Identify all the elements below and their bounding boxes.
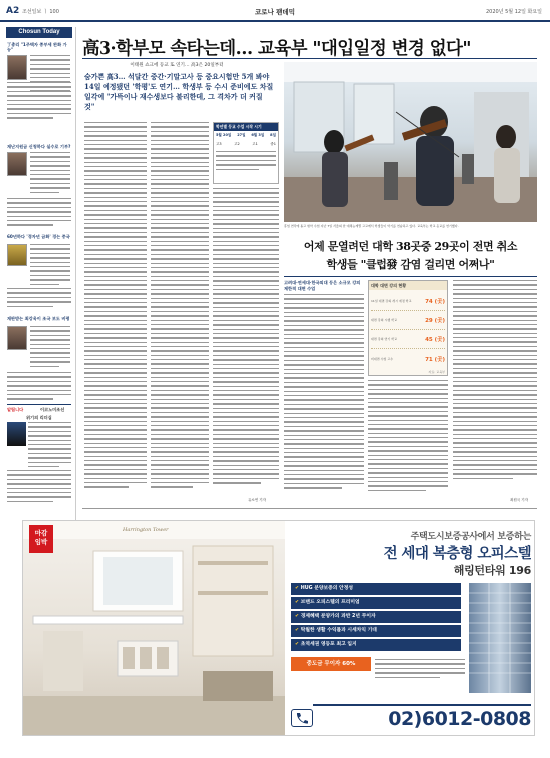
table-cell: 중1: [270, 142, 276, 146]
section-title: 코로나 팬데믹: [255, 8, 295, 16]
article-body: [84, 122, 147, 502]
byline: 유소연 기자: [248, 498, 267, 502]
notice-subtitle: 이코노미조선: [40, 407, 65, 412]
main-headline: 高3·학부모 속타는데… 교육부 "대입일정 변경 없다": [82, 39, 471, 59]
schedule-table: [213, 122, 279, 184]
table-cell: 고3: [216, 142, 222, 146]
portrait-photo: [7, 55, 27, 80]
stats-row: [371, 292, 445, 311]
table-header: 27일: [237, 133, 246, 137]
building-image: [469, 583, 531, 693]
deadline-badge: [29, 525, 53, 553]
magazine-cover: [7, 422, 26, 446]
sidebar-item-body: [30, 326, 70, 372]
ad-deposit: 중도금 무이자 60%: [291, 657, 371, 671]
sidebar-item-body: [7, 82, 71, 122]
table-header: 6월 3일: [251, 133, 265, 137]
sidebar-item-body: [7, 372, 71, 402]
stats-row: [371, 311, 445, 330]
stats-label: 11일 대면 강의 개시 예정 학교: [371, 299, 412, 303]
coin-photo: [7, 244, 27, 266]
table-header: 8일: [270, 133, 276, 137]
sidebar-item-title: 재난지원금 신청하다 실수로 기부?: [7, 144, 71, 149]
ad-feature-list: [291, 583, 461, 653]
portrait-photo: [7, 326, 27, 350]
phone-icon: [291, 709, 313, 727]
article-body: [368, 380, 448, 504]
ad-feature: ✔ HUG 분양보증의 안정성: [291, 583, 461, 595]
sidebar-title: Chosun Today: [6, 27, 72, 38]
stats-value: 29 (곳): [425, 318, 445, 324]
stats-value: 74 (곳): [425, 299, 445, 305]
stats-label: 대면 강의 연기 학교: [371, 337, 398, 341]
violin-class-image: [284, 62, 537, 222]
second-kicker: 고려대·연세대·한국외대 등은 소규모 강의 제한적 대면 수업: [284, 280, 361, 291]
box-source: 자료: 교육부: [428, 370, 445, 374]
publication-name: 조선일보 ㅣ 100: [22, 9, 59, 15]
issue-date: 2020년 5월 12일 화요일: [485, 9, 542, 15]
notice-line: 위기의 리더십: [26, 415, 52, 420]
table-header-row: [214, 131, 278, 140]
ad-info: [375, 659, 465, 689]
stats-label: 대면 강의 시행 학교: [371, 318, 398, 322]
page-header: [0, 0, 550, 22]
box-title: 대학 대면 강의 현황: [369, 281, 447, 290]
article-kicker: 이태원 쇼크에 등교 또 연기… 高3은 20일부터: [130, 63, 224, 68]
ad-name: 해링턴타워 196: [453, 564, 531, 577]
stats-value: 71 (곳): [425, 356, 445, 363]
stats-list: [369, 290, 447, 370]
ad-pre-title: 주택도시보증공사에서 보증하는: [410, 532, 531, 542]
ad-feature: ✔ 초역세권 영등포 최고 입지: [291, 639, 461, 651]
notice-title: 알립니다: [7, 407, 24, 412]
stats-row: [371, 330, 445, 349]
badge-line: 마감: [34, 529, 48, 537]
notice-body: [28, 422, 71, 470]
sidebar-item-title: 재판받는 최강욱이 조국 보도 비평: [7, 316, 70, 321]
table-cell: 고2: [234, 142, 240, 146]
article-body: [284, 294, 364, 504]
ad-title: 전 세대 복층형 오피스텔: [383, 546, 531, 562]
sidebar-item-body: [7, 198, 71, 228]
ad-interior-photo: [23, 521, 285, 735]
ad-feature: ✔ 브랜드 오피스텔의 프리미엄: [291, 597, 461, 609]
ad-phone: 02)6012-0808: [313, 704, 531, 730]
interior-image: [23, 521, 285, 735]
table-notes: [214, 149, 278, 181]
article-body: [213, 188, 279, 502]
sidebar-item-title: 丁총리 "1주택자 종부세 완화 가능": [7, 42, 67, 52]
portrait-photo: [7, 152, 27, 176]
table-cell: 고1: [252, 142, 258, 146]
sidebar-item-body: [7, 288, 71, 310]
stats-row: [371, 349, 445, 368]
ad-feature: ✔ 탁월한 생활 수익률과 시세차익 기대: [291, 625, 461, 637]
stats-value: 45 (곳): [425, 337, 445, 343]
table-row: [214, 140, 278, 149]
byline: 최원국 기자: [510, 498, 529, 502]
sidebar-item-title: 60년하다 '경자년 금화' 경는 중국: [7, 234, 70, 239]
university-stats-box: [368, 280, 448, 376]
notice-body: [7, 470, 71, 504]
advertisement: [22, 520, 535, 736]
photo-caption: 휴업 연락에 돌고 현악 수업 지난 7일 서울의 한 예체능계열 고교에서 학생들이 악기를 연습하고 있다. 교육부는 학교 등교를 연기했다.: [284, 224, 459, 228]
article-body: [151, 122, 209, 502]
sidebar-item-body: [30, 244, 70, 288]
sidebar-item-body: [30, 152, 70, 198]
main-photo: [284, 62, 537, 222]
table-title: 학년별 등교 수업 시작 시기: [214, 123, 278, 131]
ad-feature: ✔ 경제혜택 분양가의 과반 2년 무이자: [291, 611, 461, 623]
stats-label: 비대면 수업 고수: [371, 356, 394, 361]
page-number: A2: [6, 6, 20, 16]
article-body: [453, 280, 537, 504]
second-subhead: 학생들 "클럽發 감염 걸리면 어쩌나": [326, 258, 495, 271]
badge-line: 임박: [34, 538, 48, 546]
article-deck: 숨가쁜 高3… 석달간 중간·기말고사 등 중요시험만 5개 봐야 14일 예정됐던 '학평'도 연기… 학생부 등 수시 준비에도 차질 일각에 "가뜩이나 재수생보다 불리한데, 그 격차가 더 커질 것": [84, 72, 274, 111]
ad-brand: Harrington Tower: [123, 527, 169, 533]
second-headline: 어제 문열려던 대학 38곳중 29곳이 전면 취소: [303, 240, 518, 253]
table-header: 5월 20일: [216, 133, 232, 137]
